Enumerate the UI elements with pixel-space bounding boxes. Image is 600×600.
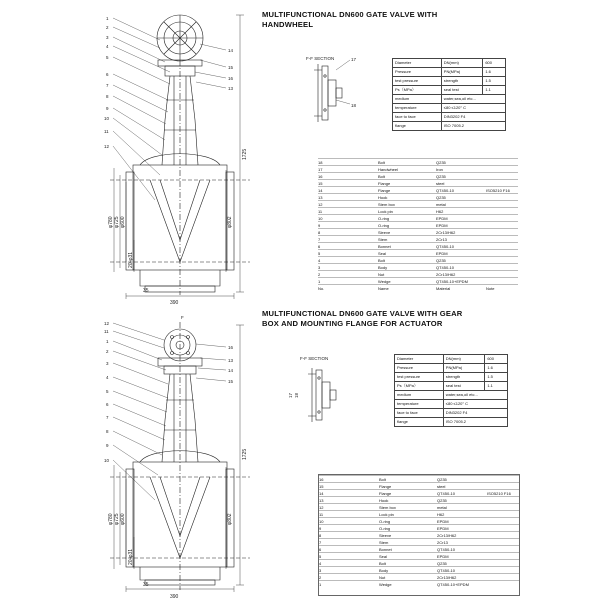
spec-row xyxy=(395,382,508,391)
part-no: 12 xyxy=(319,505,324,510)
part-no: 16 xyxy=(319,477,324,482)
svg-text:390: 390 xyxy=(170,300,179,306)
part-material: QT450-10 xyxy=(436,265,455,270)
part-material: Q235 xyxy=(436,160,446,165)
spec-value: 1.6 xyxy=(483,68,506,77)
part-name: Lock pin xyxy=(379,512,394,517)
balloon: 6 xyxy=(106,402,109,407)
spec-value: 1.6 xyxy=(485,364,508,373)
balloon: 13 xyxy=(228,358,234,363)
spec-row xyxy=(393,77,506,86)
spec-key: temperature xyxy=(393,104,442,113)
balloon: 16 xyxy=(228,76,234,81)
part-material: QT450-10+EPDM xyxy=(437,582,469,587)
part-material: QT450-10 xyxy=(437,491,456,496)
part-material: EPDM xyxy=(436,223,448,228)
balloon: 7 xyxy=(106,415,109,420)
spec-value: PN(MPa) xyxy=(443,364,485,373)
spec-value: 1.1 xyxy=(483,86,506,95)
part-no: 11 xyxy=(318,209,323,214)
spec-value: 600 xyxy=(485,355,508,364)
part-material: H62 xyxy=(437,512,445,517)
part-material: QT450-10 xyxy=(436,188,455,193)
part-name: Hook xyxy=(379,498,389,503)
balloon: 15 xyxy=(228,379,234,384)
svg-text:20-φ31: 20-φ31 xyxy=(128,251,134,268)
balloon: 3 xyxy=(106,361,109,366)
svg-text:35: 35 xyxy=(143,288,149,294)
spec-value: 1.1 xyxy=(485,382,508,391)
part-material: QT450-10+EPDM xyxy=(436,279,468,284)
spec-row xyxy=(393,104,506,113)
part-no: 5 xyxy=(319,554,322,559)
part-no: 2 xyxy=(319,575,322,580)
balloon: 5 xyxy=(106,55,109,60)
spec-value: seal test xyxy=(443,382,485,391)
svg-text:φ725: φ725 xyxy=(114,513,120,525)
balloon: 9 xyxy=(106,443,109,448)
part-no: 4 xyxy=(318,258,321,263)
part-name: Nut xyxy=(378,272,385,277)
spec-row xyxy=(393,122,506,131)
part-name: Lock pin xyxy=(378,209,393,214)
part-no: 16 xyxy=(318,174,323,179)
part-no: 15 xyxy=(318,181,323,186)
part-name: Hook xyxy=(378,195,388,200)
balloon: 13 xyxy=(228,86,234,91)
part-no: 3 xyxy=(318,265,321,270)
part-no: 8 xyxy=(319,533,322,538)
part-name: Flange xyxy=(378,181,391,186)
section-callout: 17 xyxy=(288,392,293,398)
spec-row xyxy=(395,373,508,382)
part-material: 2Cr13/H62 xyxy=(436,230,456,235)
spec-table-2 xyxy=(394,354,508,427)
svg-text:φ780: φ780 xyxy=(108,513,114,525)
part-material: 2Cr13 xyxy=(436,237,447,242)
balloon: 8 xyxy=(106,94,109,99)
part-name: Handwheel xyxy=(378,167,399,172)
spec-key: Pressure xyxy=(393,68,442,77)
part-name: Seal xyxy=(379,554,388,559)
part-no: 13 xyxy=(318,195,323,200)
parts-header-cell: No. xyxy=(318,286,325,291)
part-name: O-ring xyxy=(378,223,390,228)
spec-key: Diameter xyxy=(395,355,444,364)
svg-text:φ725: φ725 xyxy=(114,216,120,228)
part-row xyxy=(319,580,519,588)
spec-value: PN(MPa) xyxy=(441,68,483,77)
spec-value: DN(mm) xyxy=(443,355,485,364)
valve-2-balloons xyxy=(104,315,328,463)
part-no: 6 xyxy=(319,547,322,552)
balloon: 15 xyxy=(228,65,234,70)
balloon: 10 xyxy=(104,458,110,463)
top-marker: F xyxy=(181,315,184,320)
spec-value: strength xyxy=(443,373,485,382)
part-material: 2Cr13 xyxy=(437,540,448,545)
part-material: metal xyxy=(436,202,446,207)
balloon: 12 xyxy=(104,321,110,326)
balloon: 16 xyxy=(228,345,234,350)
part-material: QT450-10 xyxy=(436,244,455,249)
part-material: EPDM xyxy=(437,526,449,531)
balloon: 5 xyxy=(106,389,109,394)
parts-header-cell: Material xyxy=(436,286,451,291)
spec-key: test pressure xyxy=(395,373,444,382)
part-name: Stem xyxy=(379,540,389,545)
spec-row xyxy=(395,400,508,409)
balloon: 1 xyxy=(106,339,109,344)
part-no: 1 xyxy=(319,582,322,587)
spec-value: 1.5 xyxy=(483,77,506,86)
spec-value: water,sea,oil etc... xyxy=(441,95,505,104)
part-material: EPDM xyxy=(436,216,448,221)
part-no: 11 xyxy=(319,512,324,517)
svg-text:φ780: φ780 xyxy=(108,216,114,228)
spec-table-1 xyxy=(392,58,506,131)
part-no: 3 xyxy=(319,568,322,573)
part-no: 7 xyxy=(319,540,322,545)
part-no: 8 xyxy=(318,230,321,235)
svg-text:1725: 1725 xyxy=(242,448,248,460)
spec-value: 600 xyxy=(483,59,506,68)
part-name: Stem box xyxy=(378,202,395,207)
balloon: 3 xyxy=(106,35,109,40)
part-material: EPDM xyxy=(437,519,449,524)
part-note: ISO5210 F16 xyxy=(487,491,511,496)
part-material: metal xyxy=(437,505,447,510)
balloon: 12 xyxy=(104,144,110,149)
title-1-line-1: MULTIFUNCTIONAL DN600 GATE VALVE WITH xyxy=(262,10,438,19)
svg-text:20-φ31: 20-φ31 xyxy=(128,548,134,565)
balloon: 6 xyxy=(106,72,109,77)
balloon: 1 xyxy=(106,16,109,21)
spec-value: seal test xyxy=(441,86,483,95)
part-name: Bonnet xyxy=(378,244,391,249)
part-no: 13 xyxy=(319,498,324,503)
part-no: 4 xyxy=(319,561,322,566)
spec-row xyxy=(395,391,508,400)
spec-row xyxy=(393,86,506,95)
balloon: 4 xyxy=(106,44,109,49)
part-no: 17 xyxy=(318,167,323,172)
part-no: 15 xyxy=(319,484,324,489)
parts-list-1 xyxy=(318,158,518,298)
part-name: Bolt xyxy=(378,160,385,165)
svg-text:φ802: φ802 xyxy=(227,216,233,228)
part-no: 10 xyxy=(318,216,323,221)
part-material: Q235 xyxy=(437,477,447,482)
parts-header-cell: Note xyxy=(486,286,495,291)
part-material: EPDM xyxy=(436,251,448,256)
part-no: 6 xyxy=(318,244,321,249)
part-no: 7 xyxy=(318,237,321,242)
part-material: steel xyxy=(437,484,446,489)
spec-key: Pressure xyxy=(395,364,444,373)
part-name: Wedge xyxy=(378,279,391,284)
valve-1-leaders xyxy=(113,18,226,200)
spec-key: Diameter xyxy=(393,59,442,68)
part-no: 9 xyxy=(319,526,322,531)
balloon: 14 xyxy=(228,48,234,53)
spec-row xyxy=(395,409,508,418)
balloon: 10 xyxy=(104,116,110,121)
part-name: Bolt xyxy=(378,258,385,263)
part-name: Body xyxy=(379,568,389,573)
spec-key: Ps（MPa） xyxy=(393,86,442,95)
title-1-line-2: HANDWHEEL xyxy=(262,20,314,29)
part-material: Q235 xyxy=(437,561,447,566)
spec-row xyxy=(395,355,508,364)
part-name: Bolt xyxy=(379,477,386,482)
part-name: Bonnet xyxy=(379,547,392,552)
balloon: 14 xyxy=(228,368,234,373)
svg-text:35: 35 xyxy=(143,582,149,588)
spec-value: DIN3202 F4 xyxy=(441,113,505,122)
valve-1-balloons xyxy=(104,16,357,149)
spec-value: ≤80 ≤120° C xyxy=(441,104,505,113)
spec-key: flange xyxy=(393,122,442,131)
part-name: O-ring xyxy=(379,519,391,524)
part-name: O-ring xyxy=(378,216,390,221)
svg-text:φ600: φ600 xyxy=(120,216,126,228)
part-no: 14 xyxy=(319,491,324,496)
part-no: 2 xyxy=(318,272,321,277)
balloon: 8 xyxy=(106,429,109,434)
section-callout: 17 xyxy=(351,57,357,62)
part-material: 2Cr13/H62 xyxy=(436,272,456,277)
spec-key: face to face xyxy=(395,409,444,418)
part-name: Flange xyxy=(379,484,392,489)
part-name: O-ring xyxy=(379,526,391,531)
spec-key: test pressure xyxy=(393,77,442,86)
parts-list-2 xyxy=(318,474,520,596)
part-material: 2Cr13/H62 xyxy=(437,533,457,538)
section-callout: 18 xyxy=(351,103,357,108)
spec-value: DN(mm) xyxy=(441,59,483,68)
part-material: QT450-10 xyxy=(437,547,456,552)
valve-2-leaders xyxy=(113,323,226,500)
spec-value: DIN3202 F4 xyxy=(443,409,507,418)
section-view-2 xyxy=(308,368,336,422)
spec-value: ISO 7005.2 xyxy=(443,418,507,427)
part-name: Sleeve xyxy=(378,230,391,235)
parts-header-cell: Name xyxy=(378,286,389,291)
balloon: 11 xyxy=(104,129,109,134)
section-callout: 18 xyxy=(294,392,299,398)
spec-value: ≤80 ≤120° C xyxy=(443,400,507,409)
part-name: Stem box xyxy=(379,505,396,510)
spec-row xyxy=(393,113,506,122)
section-label: F-F SECTION xyxy=(300,356,329,361)
svg-text:φ802: φ802 xyxy=(227,513,233,525)
balloon: 9 xyxy=(106,106,109,111)
part-material: H62 xyxy=(436,209,444,214)
part-name: Flange xyxy=(378,188,391,193)
part-material: Iron xyxy=(436,167,443,172)
part-note: ISO5210 F16 xyxy=(486,188,510,193)
spec-key: Ps（MPa） xyxy=(395,382,444,391)
part-name: Bolt xyxy=(379,561,386,566)
part-no: 18 xyxy=(318,160,323,165)
svg-text:1725: 1725 xyxy=(242,148,248,160)
spec-key: face to face xyxy=(393,113,442,122)
part-name: Seal xyxy=(378,251,387,256)
part-name: Nut xyxy=(379,575,386,580)
svg-text:390: 390 xyxy=(170,594,179,600)
spec-value: 1.5 xyxy=(485,373,508,382)
part-name: Flange xyxy=(379,491,392,496)
balloon: 4 xyxy=(106,375,109,380)
spec-key: medium xyxy=(395,391,444,400)
spec-row xyxy=(393,68,506,77)
part-no: 14 xyxy=(318,188,323,193)
part-name: Sleeve xyxy=(379,533,392,538)
balloon: 7 xyxy=(106,83,109,88)
part-name: Wedge xyxy=(379,582,392,587)
spec-row xyxy=(393,95,506,104)
spec-row xyxy=(395,364,508,373)
part-no: 1 xyxy=(318,279,321,284)
part-no: 5 xyxy=(318,251,321,256)
part-name: Body xyxy=(378,265,388,270)
spec-value: strength xyxy=(441,77,483,86)
balloon: 2 xyxy=(106,349,109,354)
svg-text:φ600: φ600 xyxy=(120,513,126,525)
part-name: Stem xyxy=(378,237,388,242)
part-material: Q235 xyxy=(436,195,446,200)
balloon: 11 xyxy=(104,329,109,334)
title-2-line-1: MULTIFUNCTIONAL DN600 GATE VALVE WITH GEAR xyxy=(262,309,463,318)
spec-value: ISO 7005.2 xyxy=(441,122,505,131)
spec-key: medium xyxy=(393,95,442,104)
part-no: 10 xyxy=(319,519,324,524)
spec-key: temperature xyxy=(395,400,444,409)
spec-row xyxy=(395,418,508,427)
part-material: Q235 xyxy=(436,174,446,179)
spec-row xyxy=(393,59,506,68)
parts-header xyxy=(318,284,518,292)
part-no: 9 xyxy=(318,223,321,228)
part-material: Q235 xyxy=(437,498,447,503)
part-material: Q235 xyxy=(436,258,446,263)
spec-value: water,sea,oil etc... xyxy=(443,391,507,400)
part-name: Bolt xyxy=(378,174,385,179)
part-no: 12 xyxy=(318,202,323,207)
part-material: steel xyxy=(436,181,445,186)
part-material: 2Cr13/H62 xyxy=(437,575,457,580)
spec-key: flange xyxy=(395,418,444,427)
section-label: F-F SECTION xyxy=(306,56,335,61)
title-2-line-2: BOX AND MOUNTING FLANGE FOR ACTUATOR xyxy=(262,319,443,328)
balloon: 2 xyxy=(106,25,109,30)
part-material: QT450-10 xyxy=(437,568,456,573)
part-material: EPDM xyxy=(437,554,449,559)
section-view-1 xyxy=(314,60,350,122)
